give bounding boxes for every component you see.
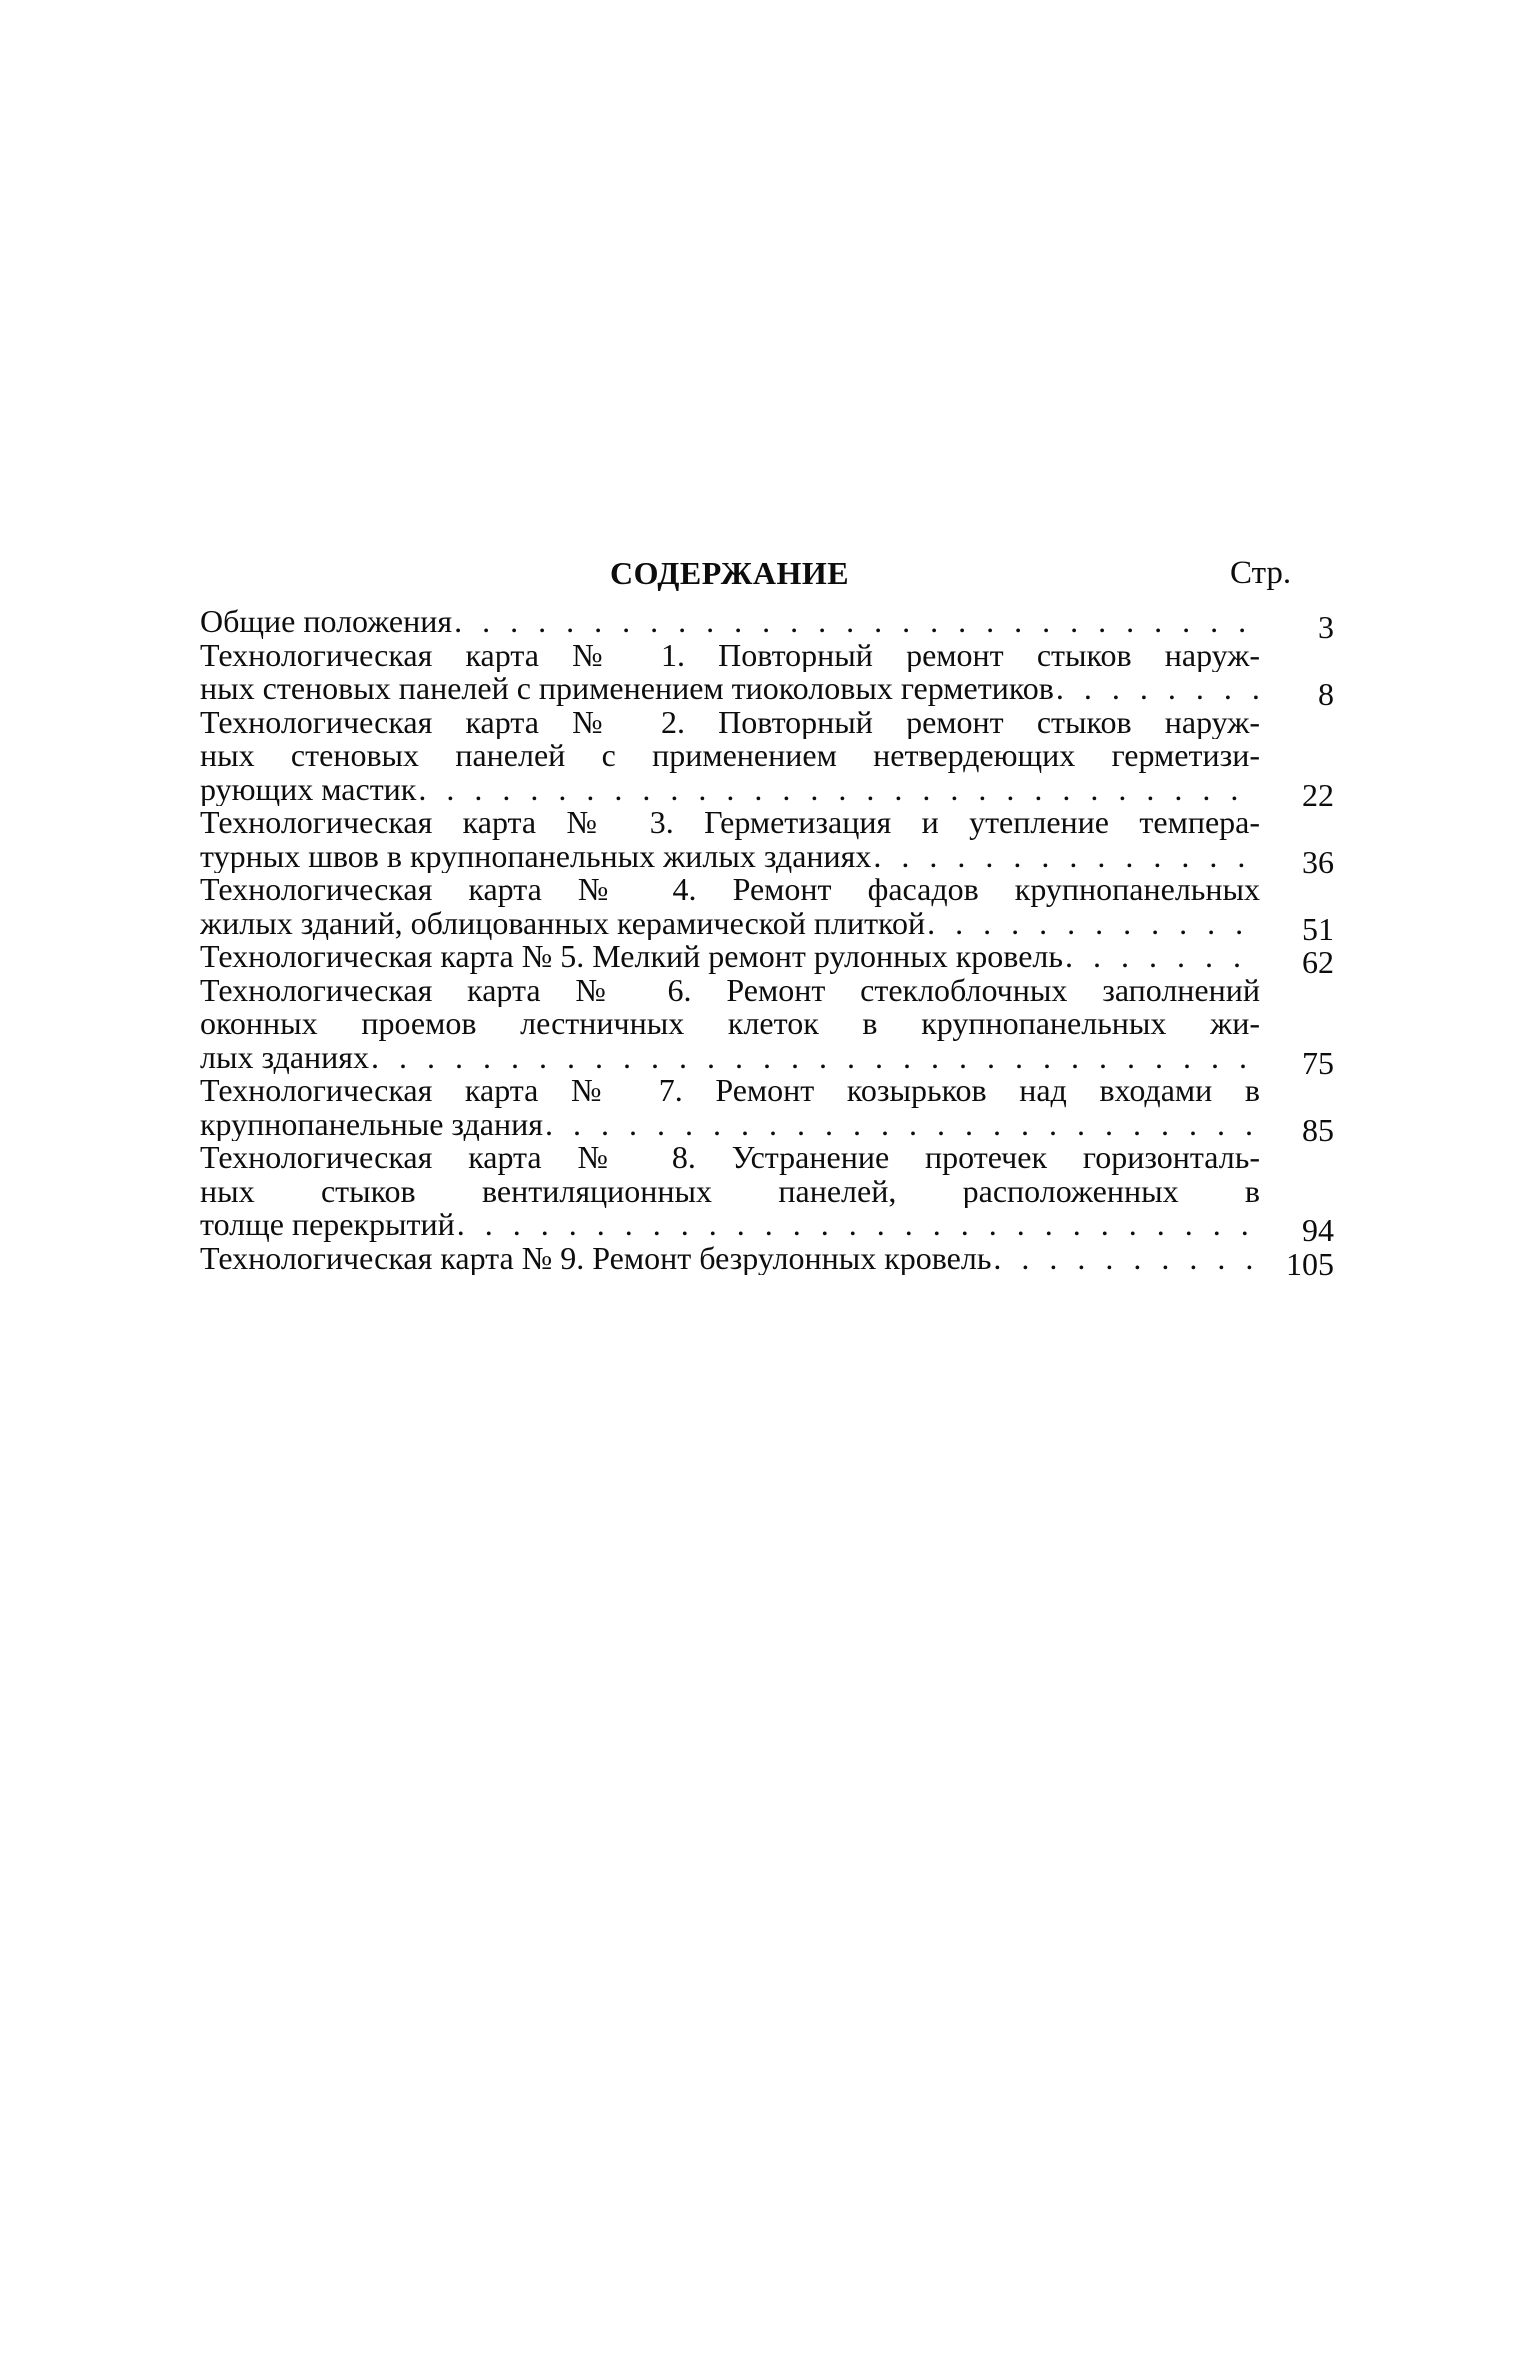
toc-entry-text: крупнопанельные здания (200, 1107, 543, 1141)
toc-entry (200, 1241, 1340, 1282)
toc-entry-line: Технологическая карта № 7. Ремонт козырьков над входами в (200, 1074, 1260, 1108)
toc-entry (200, 1141, 1340, 1248)
toc-entry-line: ных стыков вентиляционных панелей, расположенных в (200, 1174, 1260, 1208)
toc-entry-text: жилых зданий, облицованных керамической плиткой (200, 906, 926, 940)
toc-entry (200, 973, 1340, 1081)
page-column-label: Стр. (1230, 555, 1292, 591)
toc-page-number: 3 (1318, 609, 1334, 645)
toc-entry-line: ных стеновых панелей с применением нетвердеющих герметизи- (200, 739, 1260, 773)
toc-entry (200, 873, 1340, 947)
dot-leader (873, 840, 1260, 874)
toc-entry-text: Общие положения (200, 605, 453, 639)
toc-entry (200, 1074, 1340, 1148)
toc-entry (200, 705, 1340, 813)
dot-leader (1056, 672, 1260, 706)
toc-entry (200, 605, 1340, 645)
toc-entry-text: толще перекрытий (200, 1208, 455, 1242)
toc-entry-line: оконных проемов лестничных клеток в крупнопанельных жи- (200, 1007, 1260, 1041)
dot-leader (371, 1041, 1260, 1075)
toc-page-number: 75 (1302, 1044, 1334, 1081)
toc-entry-last-line (200, 940, 1260, 974)
toc-entry-text: Технологическая карта № 5. Мелкий ремонт рулонных кровель (200, 940, 1063, 974)
dot-leader (457, 1208, 1260, 1242)
toc-page-number: 36 (1302, 843, 1334, 880)
dot-leader (454, 605, 1260, 639)
toc-entry-last-line (200, 1208, 1260, 1242)
toc-entry-last-line (200, 773, 1260, 807)
dot-leader (993, 1242, 1260, 1276)
toc-page-number: 62 (1302, 944, 1334, 980)
toc-entry-text: турных швов в крупнопанельных жилых зданиях (200, 839, 872, 873)
toc-entry-line: Технологическая карта № 8. Устранение протечек горизонталь- (200, 1141, 1260, 1175)
toc-entry-line: Технологическая карта № 1. Повторный ремонт стыков наруж- (200, 638, 1260, 672)
toc-page-number: 85 (1302, 1111, 1334, 1148)
toc-page-number: 105 (1286, 1245, 1334, 1282)
toc-page-number: 51 (1302, 910, 1334, 947)
toc-entry-last-line (200, 1041, 1260, 1075)
toc-page-number: 22 (1302, 776, 1334, 813)
toc-entries (200, 605, 1340, 1282)
toc-entry-last-line (200, 1242, 1260, 1276)
toc-entry-last-line (200, 672, 1260, 706)
toc-entry-text: лых зданиях (200, 1040, 369, 1074)
toc-entry-last-line (200, 605, 1260, 639)
toc-entry-last-line (200, 907, 1260, 941)
dot-leader (418, 773, 1260, 807)
toc-entry-line: Технологическая карта № 6. Ремонт стеклоблочных заполнений (200, 973, 1260, 1007)
table-of-contents (200, 555, 1340, 1282)
toc-entry (200, 940, 1340, 980)
toc-entry-last-line (200, 840, 1260, 874)
toc-entry-line: Технологическая карта № 2. Повторный ремонт стыков наруж- (200, 705, 1260, 739)
toc-entry-last-line (200, 1108, 1260, 1142)
toc-page-number: 94 (1302, 1212, 1334, 1248)
dot-leader (545, 1108, 1260, 1142)
toc-title: СОДЕРЖАНИЕ (610, 555, 850, 591)
toc-header (200, 555, 1340, 605)
dot-leader (1065, 940, 1260, 974)
dot-leader (927, 907, 1260, 941)
toc-entry-line: Технологическая карта № 3. Герметизация и утепление темпера- (200, 806, 1260, 840)
toc-entry-text: Технологическая карта № 9. Ремонт безрулонных кровель (200, 1241, 992, 1275)
toc-page-number: 8 (1318, 676, 1334, 712)
toc-entry (200, 806, 1340, 880)
toc-entry-text: рующих мастик (200, 772, 417, 806)
toc-entry (200, 638, 1340, 712)
toc-entry-text: ных стеновых панелей с применением тиоколовых герметиков (200, 672, 1054, 706)
toc-entry-line: Технологическая карта № 4. Ремонт фасадов крупнопанельных (200, 873, 1260, 907)
